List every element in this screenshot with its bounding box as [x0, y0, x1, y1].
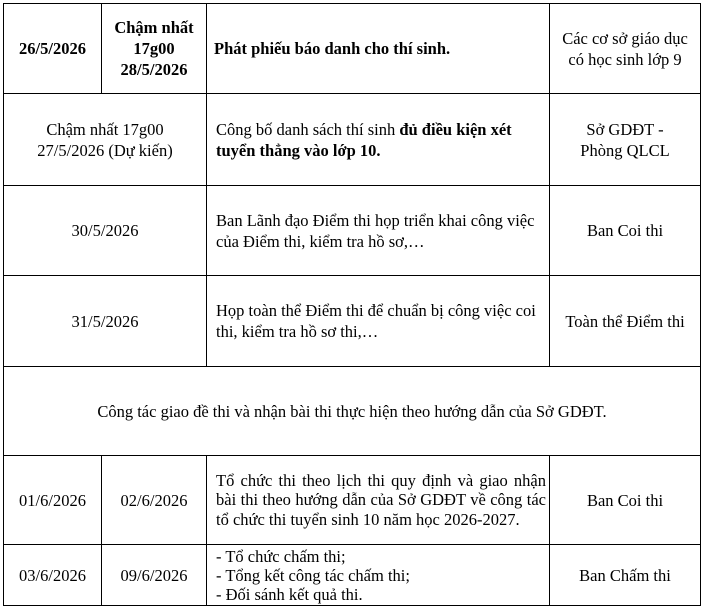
row6-date-start-text: 01/6/2026	[19, 490, 86, 510]
list-item: - Đối sánh kết quả thi.	[216, 584, 363, 604]
row7-date-start-text: 03/6/2026	[19, 565, 86, 585]
rule	[206, 455, 207, 606]
row7-date-end-text: 09/6/2026	[120, 565, 188, 585]
row3-task-text: Ban Lãnh đạo Điểm thi họp triển khai công việc của Điểm thi, kiểm tra hồ sơ,…	[216, 210, 535, 251]
note-row	[4, 367, 700, 455]
row6-responsible	[550, 456, 700, 544]
row1-task	[214, 4, 544, 93]
row4-responsible	[562, 276, 688, 366]
rule	[3, 605, 701, 606]
row1-responsible-text: Các cơ sở giáo dục có học sinh lớp 9	[562, 28, 688, 69]
row6-date-end-text: 02/6/2026	[120, 490, 188, 510]
row6-date-start	[4, 456, 101, 544]
row6-responsible-text: Ban Coi thi	[586, 490, 664, 510]
rule	[206, 3, 207, 367]
row1-responsible	[556, 4, 694, 93]
row2-task-bold: đủ điều kiện xét tuyển thẳng vào lớp 10.	[216, 119, 512, 160]
row4-responsible-text: Toàn thể Điểm thi	[565, 311, 685, 331]
row6-date-end	[102, 456, 206, 544]
row2-task-plain: Công bố danh sách thí sinh	[216, 119, 400, 139]
row1-task-text: Phát phiếu báo danh cho thí sinh.	[214, 39, 451, 58]
row7-responsible-text: Ban Chấm thi	[579, 565, 671, 585]
row7-task-list	[216, 547, 410, 604]
note-text: Công tác giao đề thi và nhận bài thi thực hiện theo hướng dẫn của Sở GDĐT.	[97, 401, 607, 421]
row2-task	[216, 94, 544, 185]
row4-task	[216, 276, 544, 366]
rule	[101, 3, 102, 94]
row2-date-text: Chậm nhất 17g00 27/5/2026 (Dự kiến)	[37, 119, 173, 160]
row1-date-start	[4, 4, 101, 93]
row3-task	[216, 186, 544, 275]
row3-date	[4, 186, 206, 275]
row1-date-start-text: 26/5/2026	[19, 39, 86, 58]
row4-date-text: 31/5/2026	[71, 311, 139, 331]
row4-task-text: Họp toàn thể Điểm thi để chuẩn bị công việc coi thi, kiểm tra hồ sơ thi,…	[216, 301, 536, 341]
row3-date-text: 30/5/2026	[71, 221, 139, 240]
row7-date-start	[4, 545, 101, 605]
row1-date-deadline-text: Chậm nhất 17g00 28/5/2026	[114, 18, 194, 79]
row3-responsible	[550, 186, 700, 275]
rule	[549, 3, 550, 367]
row2-responsible	[570, 94, 680, 185]
row6-task-text: Tổ chức thi theo lịch thi quy định và giao nhận bài thi theo hướng dẫn của Sở GDĐT về công tác tổ chức thi tuyển sinh 10 năm học 2026-2027.	[216, 470, 546, 529]
list-item: - Tổng kết công tác chấm thi;	[216, 565, 410, 585]
row3-responsible-text: Ban Coi thi	[586, 221, 664, 240]
row7-task	[216, 545, 546, 605]
row6-task	[216, 456, 546, 544]
row2-responsible-text: Sở GDĐT - Phòng QLCL	[580, 119, 670, 160]
list-item: - Tổ chức chấm thi;	[216, 546, 346, 566]
row2-date	[30, 94, 180, 185]
rule	[700, 3, 701, 606]
row1-date-deadline	[110, 4, 198, 93]
row4-date	[4, 276, 206, 366]
row7-responsible	[550, 545, 700, 605]
row7-date-end	[102, 545, 206, 605]
